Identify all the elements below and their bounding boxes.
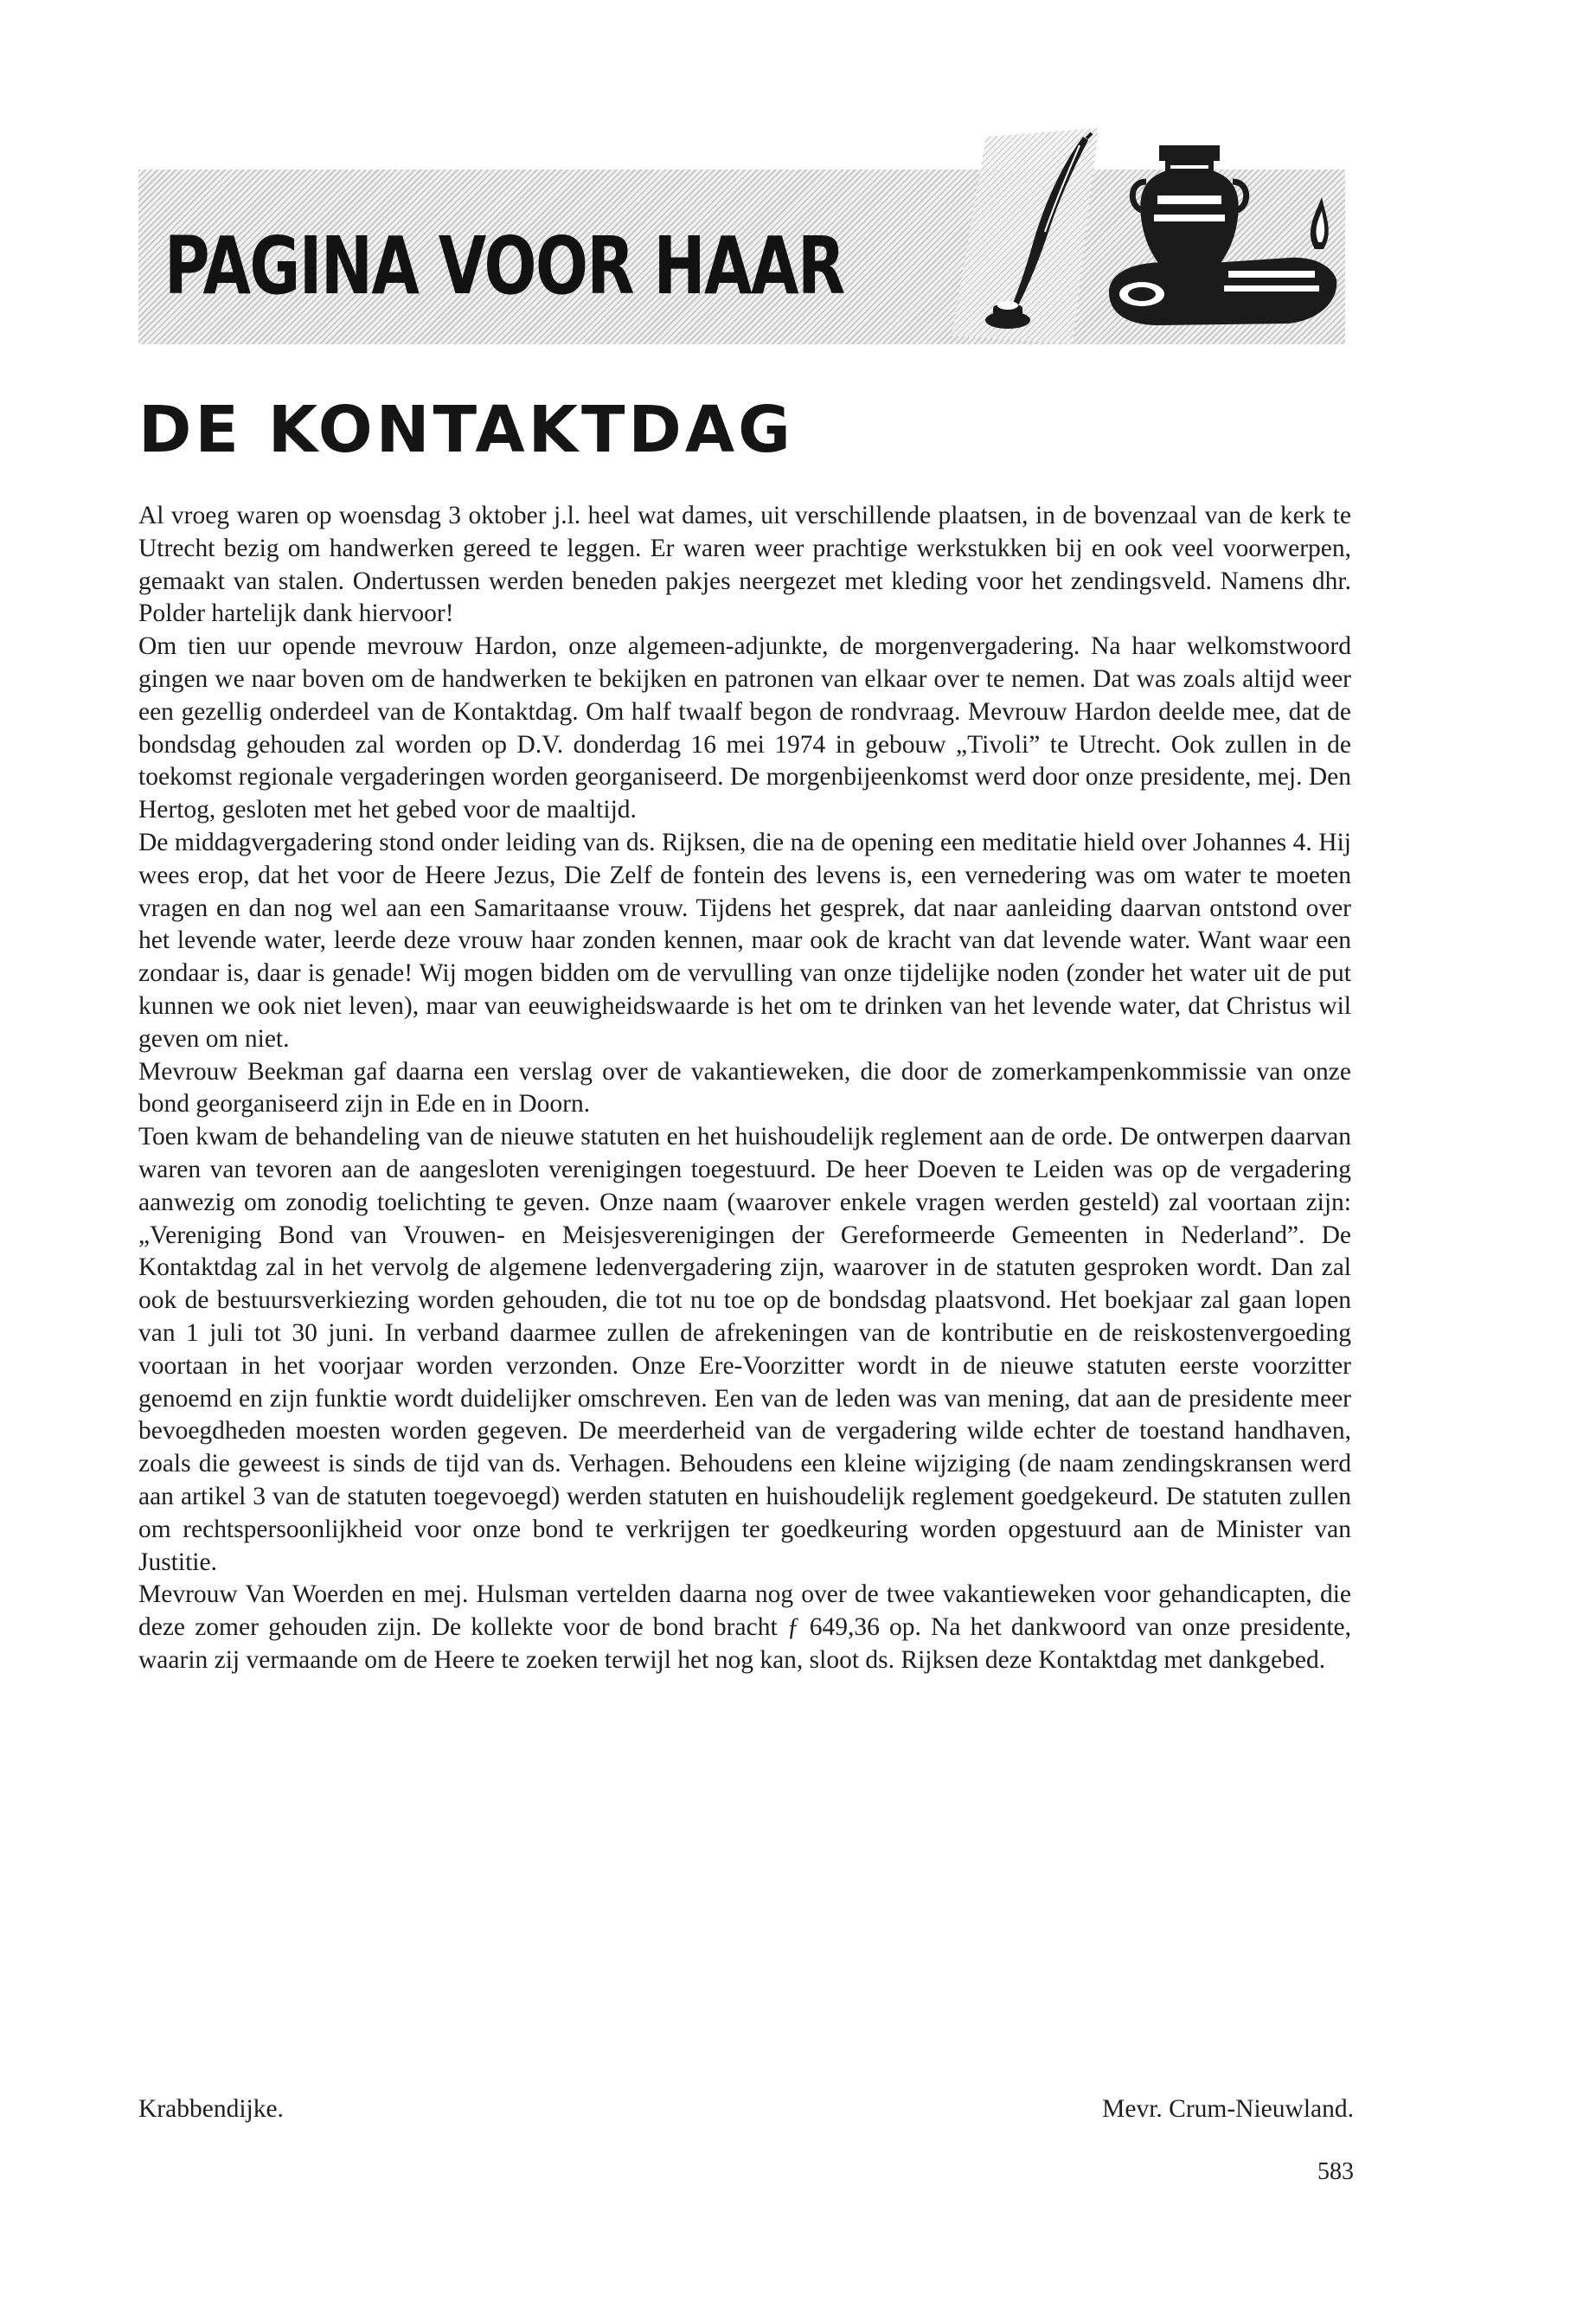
article-body — [138, 500, 1351, 1677]
vase-icon — [1132, 145, 1246, 275]
page-number: 583 — [1317, 2158, 1354, 2185]
article-headline: DE KONTAKTDAG — [138, 393, 794, 467]
banner-illustration — [882, 128, 1367, 353]
article-paragraph: Om tien uur opende mevrouw Hardon, onze algemeen-adjunkte, de morgenvergadering. Na haar welkomstwoord gingen we naar boven om de handwerken te bekijken en patronen van elkaar over te nemen. Dat was zoals altijd weer een gezellig onderdeel van de Kontaktdag. Om half twaalf begon de rondvraag. Mevrouw Hardon deelde mee, dat de bondsdag gehouden zal worden op D.V. donderdag 16 mei 1974 in gebouw „Tivoli” te Utrecht. Ook zullen in de toekomst regionale vergaderingen worden georganiseerd. De morgenbijeenkomst werd door onze presidente, mej. Den Hertog, gesloten met het gebed voor de maaltijd. — [138, 632, 1351, 824]
article-paragraph: Mevrouw Van Woerden en mej. Hulsman vertelden daarna nog over de twee vakantieweken voor gehandicapten, die deze zomer gehouden zijn. De kollekte voor de bond bracht ƒ 649,36 op. Na het dankwoord van onze presidente, waarin zij vermaande om de Heere te zoeken terwijl het nog kan, sloot ds. Rijksen deze Kontaktdag met dankgebed. — [138, 1580, 1351, 1674]
article-paragraph: Mevrouw Beekman gaf daarna een verslag over de vakantieweken, die door de zomerkampenkommissie van onze bond georganiseerd zijn in Ede en in Doorn. — [138, 1057, 1351, 1118]
article-paragraph: Toen kwam de behandeling van de nieuwe statuten en het huishoudelijk reglement aan de orde. De ontwerpen daarvan waren van tevoren aan de aangesloten verenigingen toegestuurd. De heer Doeven te Leiden was op de vergadering aanwezig om zonodig toelichting te geven. Onze naam (waarover enkele vragen werden gesteld) zal voortaan zijn: „Vereniging Bond van Vrouwen- en Meisjesverenigingen der Gereformeerde Gemeenten in Nederland”. De Kontaktdag zal in het vervolg de algemene ledenvergadering zijn, waarover in de statuten gesproken wordt. Dan zal ook de bestuursverkiezing worden gehouden, die tot nu toe op de bondsdag plaatsvond. Het boekjaar zal gaan lopen van 1 juli tot 30 juni. In verband daarmee zullen de afrekeningen van de kontributie en de reiskostenvergoeding voortaan in het voorjaar worden verzonden. Onze Ere-Voorzitter wordt in de nieuwe statuten eerste voorzitter genoemd en zijn funktie wordt duidelijker omschreven. Een van de leden was van mening, dat aan de presidente meer bevoegdheden moesten worden gegeven. De meerderheid van de vergadering wilde echter de toestand handhaven, zoals die geweest is sinds de tijd van ds. Verhagen. Behoudens een kleine wijziging (de naam zendingskransen werd aan artikel 3 van de statuten toegevoegd) werden statuten en huishoudelijk reglement goedgekeurd. De statuten zullen om rechtspersoonlijkheid voor onze bond te verkrijgen ter goedkeuring worden opgestuurd aan de Minister van Justitie. — [138, 1123, 1351, 1576]
article-paragraph: Al vroeg waren op woensdag 3 oktober j.l. heel wat dames, uit verschillende plaatsen, in de bovenzaal van de kerk te Utrecht bezig om handwerken gereed te leggen. Er waren weer prachtige werkstukken bij en ook veel voorwerpen, gemaakt van stalen. Ondertussen werden beneden pakjes neergezet met kleding voor het zendingsveld. Namens dhr. Polder hartelijk dank hiervoor! — [138, 502, 1351, 628]
article-paragraph: De middagvergadering stond onder leiding van ds. Rijksen, die na de opening een meditatie hield over Johannes 4. Hij wees erop, dat het voor de Heere Jezus, Die Zelf de fontein des levens is, een vernedering was om water te moeten vragen en dan nog wel aan een Samaritaanse vrouw. Tijdens het gesprek, dat naar aanleiding daarvan ontstond over het levende water, leerde deze vrouw haar zonden kennen, maar ook de kracht van dat levende water. Want waar een zondaar is, daar is genade! Wij mogen bidden om de vervulling van onze tijdelijke noden (zonder het water uit de put kunnen we ook niet leven), maar van eeuwigheidswaarde is het om te drinken van het levende water, dat Christus wil geven om niet. — [138, 828, 1351, 1053]
signature-author: Mevr. Crum-Nieuwland. — [1102, 2095, 1354, 2123]
page-banner — [138, 128, 1345, 344]
signature-place: Krabbendijke. — [138, 2095, 284, 2123]
banner-title: PAGINA VOOR HAAR — [164, 220, 844, 312]
